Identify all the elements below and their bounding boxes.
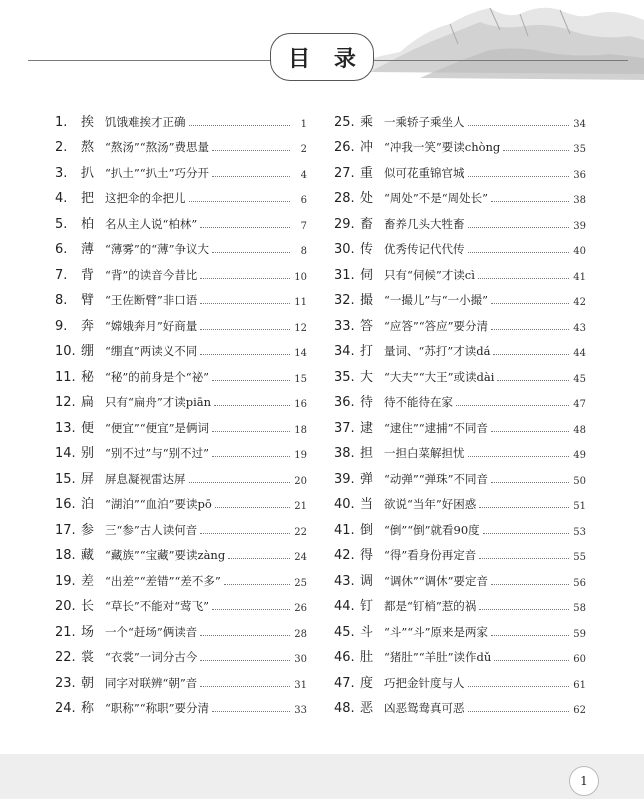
entry-page-number: 49 — [573, 450, 586, 461]
entry-character: 重 — [360, 165, 374, 181]
toc-entry[interactable] — [334, 257, 586, 283]
entry-number: 8. — [55, 293, 68, 308]
entry-character: 差 — [81, 573, 95, 589]
toc-entry[interactable] — [55, 563, 307, 589]
entry-number: 48. — [334, 701, 355, 716]
entry-description: “衣裳”一词分古今 — [105, 650, 198, 664]
dot-leader — [189, 125, 291, 126]
entry-character: 柏 — [81, 216, 95, 232]
entry-character: 处 — [360, 191, 374, 206]
entry-number: 34. — [334, 344, 355, 359]
entry-page-number: 59 — [573, 628, 586, 640]
entry-description: “大夫”“大王”或读dài — [384, 369, 495, 384]
dot-leader — [468, 686, 570, 687]
entry-page-number: 48 — [573, 424, 586, 436]
toc-entry[interactable] — [55, 104, 307, 130]
entry-character: 调 — [360, 573, 374, 589]
entry-number: 28. — [334, 191, 355, 206]
entry-description: 饥饿难挨才正确 — [105, 114, 186, 129]
entry-number: 36. — [334, 395, 355, 410]
dot-leader — [478, 278, 569, 279]
entry-character: 待 — [360, 395, 374, 410]
entry-page-number: 1 — [300, 118, 307, 130]
entry-page-number: 60 — [573, 654, 586, 665]
toc-entry[interactable] — [334, 155, 586, 181]
toc-entry[interactable] — [55, 155, 307, 181]
toc-entry[interactable] — [334, 640, 586, 666]
entry-description: 一乘轿子乘坐人 — [384, 114, 465, 129]
entry-character: 朝 — [81, 675, 95, 691]
entry-description: “扒土”“扒土”巧分开 — [105, 165, 210, 180]
entry-description: “王佐断臂”非口语 — [105, 293, 198, 307]
entry-number: 2. — [55, 140, 68, 155]
entry-character: 绷 — [81, 344, 95, 359]
entry-character: 斗 — [360, 624, 374, 640]
entry-description: “绷直”两读义不同 — [105, 344, 198, 358]
entry-character: 长 — [81, 599, 95, 614]
entry-character: 别 — [81, 446, 95, 461]
entry-character: 钉 — [360, 599, 374, 614]
entry-character: 大 — [360, 369, 374, 385]
entry-description: “出差”“差错”“差不多” — [105, 573, 221, 588]
dot-leader — [483, 533, 569, 534]
entry-character: 传 — [360, 242, 374, 257]
entry-number: 24. — [55, 701, 76, 716]
entry-number: 5. — [55, 216, 68, 232]
dot-leader — [479, 609, 569, 610]
entry-number: 39. — [334, 471, 355, 487]
toc-entry[interactable] — [55, 130, 307, 156]
entry-number: 22. — [55, 650, 76, 665]
dot-leader — [456, 405, 569, 406]
dot-leader — [200, 278, 290, 279]
toc-entry[interactable] — [334, 308, 586, 334]
entry-description: 待不能待在家 — [384, 395, 453, 409]
toc-entry[interactable] — [334, 487, 586, 513]
dot-leader — [468, 176, 570, 177]
dot-leader — [493, 354, 569, 355]
entry-number: 4. — [55, 191, 68, 206]
entry-description: “得”看身份再定音 — [384, 548, 477, 562]
toc-entry[interactable] — [334, 538, 586, 564]
entry-number: 40. — [334, 497, 355, 512]
dot-leader — [212, 711, 290, 712]
entry-page-number: 31 — [294, 679, 307, 691]
entry-number: 1. — [55, 114, 68, 130]
entry-character: 秘 — [81, 369, 95, 385]
entry-character: 撮 — [360, 293, 374, 308]
dot-leader — [212, 609, 290, 610]
toc-entry[interactable] — [55, 334, 307, 360]
entry-page-number: 47 — [573, 399, 586, 410]
entry-number: 47. — [334, 675, 355, 691]
dot-leader — [503, 150, 569, 151]
entry-description: 巧把金针度与人 — [384, 675, 465, 690]
dot-leader — [491, 303, 569, 304]
toc-entry[interactable] — [334, 181, 586, 207]
toc-entry[interactable] — [334, 232, 586, 258]
dot-leader — [200, 354, 290, 355]
entry-number: 43. — [334, 573, 355, 589]
entry-page-number: 42 — [573, 297, 586, 308]
toc-entry[interactable] — [334, 461, 586, 487]
toc-entry[interactable] — [334, 589, 586, 615]
entry-page-number: 51 — [573, 501, 586, 512]
dot-leader — [491, 201, 569, 202]
toc-right-column — [334, 104, 586, 716]
entry-description: 三“参”古人读何音 — [105, 522, 198, 537]
entry-description: “薄雾”的“薄”争议大 — [105, 242, 210, 256]
dot-leader — [200, 227, 290, 228]
entry-description: 量词、“苏打”才读dá — [384, 344, 491, 358]
toc-entry[interactable] — [55, 538, 307, 564]
entry-description: 名从主人说“柏林” — [105, 216, 198, 231]
toc-entry[interactable] — [55, 691, 307, 717]
entry-character: 泊 — [81, 497, 95, 512]
entry-character: 裳 — [81, 650, 95, 665]
entry-number: 33. — [334, 318, 355, 334]
entry-number: 32. — [334, 293, 355, 308]
page-number-badge: 1 — [569, 766, 599, 796]
entry-page-number: 14 — [294, 348, 307, 359]
toc-entry[interactable] — [334, 206, 586, 232]
entry-description: 优秀传记代代传 — [384, 242, 465, 256]
entry-description: 同字对联辨“朝”音 — [105, 675, 198, 690]
entry-description: “周处”不是“周处长” — [384, 191, 489, 205]
entry-number: 46. — [334, 650, 355, 665]
entry-number: 23. — [55, 675, 76, 691]
entry-description: “一撮儿”与“一小撮” — [384, 293, 489, 307]
dot-leader — [228, 558, 290, 559]
dot-leader — [189, 482, 291, 483]
dot-leader — [468, 227, 570, 228]
entry-page-number: 22 — [294, 526, 307, 538]
entry-character: 参 — [81, 522, 95, 538]
entry-description: “便宜”“便宜”是俩词 — [105, 420, 210, 435]
entry-number: 17. — [55, 522, 76, 538]
dot-leader — [212, 431, 290, 432]
toc-entry[interactable] — [55, 283, 307, 309]
entry-description: “动弹”“弹珠”不同音 — [384, 471, 489, 486]
dot-leader — [491, 635, 569, 636]
entry-character: 恶 — [360, 701, 374, 716]
entry-page-number: 40 — [573, 246, 586, 257]
entry-page-number: 33 — [294, 705, 307, 716]
toc-entry[interactable] — [55, 487, 307, 513]
entry-description: 只有“扁舟”才读piān — [105, 395, 212, 409]
entry-character: 得 — [360, 548, 374, 563]
entry-page-number: 34 — [573, 118, 586, 130]
entry-character: 扒 — [81, 165, 95, 181]
entry-description: “倒”“倒”就看90度 — [384, 522, 480, 537]
entry-page-number: 61 — [573, 679, 586, 691]
page-title: 目 录 — [288, 45, 364, 72]
entry-number: 42. — [334, 548, 355, 563]
entry-character: 藏 — [81, 548, 95, 563]
entry-page-number: 8 — [300, 246, 307, 257]
toc-entry[interactable] — [334, 691, 586, 717]
entry-page-number: 56 — [573, 577, 586, 589]
entry-number: 10. — [55, 344, 76, 359]
toc-entry[interactable] — [55, 257, 307, 283]
entry-description: 这把伞的伞把儿 — [105, 191, 186, 205]
dot-leader — [212, 252, 290, 253]
entry-description: “应答”“答应”要分清 — [384, 318, 489, 333]
entry-description: “熬汤”“熬汤”费思量 — [105, 140, 210, 154]
dot-leader — [468, 711, 570, 712]
entry-character: 场 — [81, 624, 95, 640]
entry-character: 逮 — [360, 420, 374, 436]
entry-character: 冲 — [360, 140, 374, 155]
entry-description: “冲我一笑”要读chòng — [384, 140, 501, 154]
dot-leader — [494, 660, 569, 661]
entry-number: 38. — [334, 446, 355, 461]
entry-number: 20. — [55, 599, 76, 614]
entry-description: “逮住”“逮捕”不同音 — [384, 420, 489, 435]
entry-number: 35. — [334, 369, 355, 385]
footer-band — [0, 754, 644, 799]
dot-leader — [212, 380, 290, 381]
entry-number: 14. — [55, 446, 76, 461]
entry-page-number: 62 — [573, 705, 586, 716]
entry-character: 弹 — [360, 471, 374, 487]
entry-page-number: 21 — [294, 501, 307, 512]
entry-number: 25. — [334, 114, 355, 130]
entry-number: 30. — [334, 242, 355, 257]
entry-character: 扁 — [81, 395, 95, 410]
entry-description: 都是“钉梢”惹的祸 — [384, 599, 477, 613]
entry-page-number: 45 — [573, 373, 586, 385]
toc-entry[interactable] — [55, 512, 307, 538]
entry-page-number: 26 — [294, 603, 307, 614]
toc-entry[interactable] — [55, 359, 307, 385]
entry-character: 担 — [360, 446, 374, 461]
entry-number: 31. — [334, 267, 355, 283]
entry-character: 度 — [360, 675, 374, 691]
toc-entry[interactable] — [334, 130, 586, 156]
toc-entry[interactable] — [334, 512, 586, 538]
entry-page-number: 38 — [573, 195, 586, 206]
dot-leader — [491, 329, 569, 330]
entry-number: 7. — [55, 267, 68, 283]
entry-character: 倒 — [360, 522, 374, 538]
toc-entry[interactable] — [55, 410, 307, 436]
dot-leader — [200, 660, 290, 661]
toc-entry[interactable] — [334, 359, 586, 385]
entry-number: 15. — [55, 471, 76, 487]
entry-page-number: 55 — [573, 552, 586, 563]
toc-entry[interactable] — [55, 181, 307, 207]
entry-character: 挨 — [81, 114, 95, 130]
entry-page-number: 18 — [294, 424, 307, 436]
dot-leader — [224, 584, 290, 585]
entry-page-number: 11 — [294, 297, 307, 308]
entry-character: 薄 — [81, 242, 95, 257]
dot-leader — [189, 201, 291, 202]
dot-leader — [212, 176, 290, 177]
toc-entry[interactable] — [55, 385, 307, 411]
entry-number: 37. — [334, 420, 355, 436]
toc-entry[interactable] — [55, 614, 307, 640]
entry-number: 11. — [55, 369, 76, 385]
entry-page-number: 6 — [300, 195, 307, 206]
entry-description: 一个“赶场”俩读音 — [105, 624, 198, 639]
entry-page-number: 4 — [300, 169, 307, 181]
entry-description: 屏息凝视雷达屏 — [105, 471, 186, 486]
dot-leader — [491, 482, 569, 483]
dot-leader — [468, 252, 570, 253]
entry-page-number: 35 — [573, 144, 586, 155]
title-box — [270, 33, 374, 81]
entry-page-number: 39 — [573, 220, 586, 232]
title-area — [0, 30, 644, 70]
toc-entry[interactable] — [55, 461, 307, 487]
entry-description: 凶恶鸳鸯真可恶 — [384, 701, 465, 715]
entry-page-number: 7 — [300, 220, 307, 232]
entry-character: 称 — [81, 701, 95, 716]
toc-entry[interactable] — [334, 436, 586, 462]
entry-page-number: 19 — [294, 450, 307, 461]
entry-character: 伺 — [360, 267, 374, 283]
entry-number: 3. — [55, 165, 68, 181]
entry-description: “嫦娥奔月”好商量 — [105, 318, 198, 333]
dot-leader — [200, 303, 290, 304]
entry-page-number: 15 — [294, 373, 307, 385]
entry-number: 45. — [334, 624, 355, 640]
dot-leader — [497, 380, 569, 381]
toc-entry[interactable] — [334, 665, 586, 691]
entry-description: 畜养几头大牲畜 — [384, 216, 465, 231]
entry-page-number: 20 — [294, 475, 307, 487]
dot-leader — [214, 405, 290, 406]
dot-leader — [200, 533, 290, 534]
entry-character: 臂 — [81, 293, 95, 308]
entry-character: 奔 — [81, 318, 95, 334]
entry-description: “猪肚”“羊肚”读作dǔ — [384, 650, 492, 664]
entry-description: “别不过”与“别不过” — [105, 446, 210, 460]
toc-entry[interactable] — [55, 589, 307, 615]
entry-page-number: 53 — [573, 526, 586, 538]
entry-description: “湖泊”“血泊”要读pō — [105, 497, 212, 511]
entry-page-number: 28 — [294, 628, 307, 640]
entry-number: 6. — [55, 242, 68, 257]
dot-leader — [212, 456, 290, 457]
entry-description: “职称”“称职”要分清 — [105, 701, 210, 715]
entry-character: 当 — [360, 497, 374, 512]
entry-character: 把 — [81, 191, 95, 206]
entry-number: 27. — [334, 165, 355, 181]
toc-entry[interactable] — [55, 640, 307, 666]
entry-number: 18. — [55, 548, 76, 563]
entry-description: “草长”不能对“莺飞” — [105, 599, 210, 613]
entry-description: “斗”“斗”原来是两家 — [384, 624, 489, 639]
entry-description: 似可花重锦官城 — [384, 165, 465, 180]
entry-number: 19. — [55, 573, 76, 589]
entry-character: 乘 — [360, 114, 374, 130]
toc-entry[interactable] — [334, 563, 586, 589]
entry-page-number: 30 — [294, 654, 307, 665]
dot-leader — [200, 635, 290, 636]
entry-page-number: 16 — [294, 399, 307, 410]
toc-entry[interactable] — [334, 614, 586, 640]
entry-description: “藏族”“宝藏”要读zàng — [105, 548, 226, 562]
dot-leader — [468, 456, 570, 457]
entry-character: 屏 — [81, 471, 95, 487]
entry-page-number: 25 — [294, 577, 307, 589]
entry-character: 便 — [81, 420, 95, 436]
entry-description: “背”的读音今昔比 — [105, 267, 198, 282]
toc-entry[interactable] — [334, 385, 586, 411]
dot-leader — [468, 125, 570, 126]
toc-entry[interactable] — [55, 232, 307, 258]
entry-number: 21. — [55, 624, 76, 640]
entry-character: 打 — [360, 344, 374, 359]
entry-character: 畜 — [360, 216, 374, 232]
entry-page-number: 36 — [573, 169, 586, 181]
entry-number: 12. — [55, 395, 76, 410]
entry-description: 欲说“当年”好困惑 — [384, 497, 477, 511]
toc-entry[interactable] — [334, 283, 586, 309]
entry-character: 背 — [81, 267, 95, 283]
entry-page-number: 2 — [300, 144, 307, 155]
entry-page-number: 24 — [294, 552, 307, 563]
entry-description: “调休”“调休”要定音 — [384, 573, 489, 588]
entry-description: 只有“伺候”才读cì — [384, 267, 475, 282]
entry-page-number: 44 — [573, 348, 586, 359]
entry-number: 41. — [334, 522, 355, 538]
dot-leader — [212, 150, 290, 151]
toc-entry[interactable] — [334, 410, 586, 436]
entry-character: 肚 — [360, 650, 374, 665]
entry-page-number: 10 — [294, 271, 307, 283]
entry-page-number: 41 — [573, 271, 586, 283]
dot-leader — [200, 329, 290, 330]
toc-entry[interactable] — [55, 665, 307, 691]
toc-entry[interactable] — [55, 206, 307, 232]
entry-number: 16. — [55, 497, 76, 512]
entry-page-number: 12 — [294, 322, 307, 334]
entry-number: 44. — [334, 599, 355, 614]
toc-left-column — [55, 104, 307, 716]
entry-character: 熬 — [81, 140, 95, 155]
toc-entry[interactable] — [55, 308, 307, 334]
entry-description: “秘”的前身是个“祕” — [105, 369, 210, 384]
dot-leader — [479, 558, 569, 559]
dot-leader — [491, 431, 569, 432]
entry-number: 13. — [55, 420, 76, 436]
entry-page-number: 43 — [573, 322, 586, 334]
entry-page-number: 50 — [573, 475, 586, 487]
entry-description: 一担白菜解担忧 — [384, 446, 465, 460]
entry-character: 答 — [360, 318, 374, 334]
dot-leader — [491, 584, 569, 585]
entry-number: 29. — [334, 216, 355, 232]
toc-entry[interactable] — [334, 334, 586, 360]
dot-leader — [215, 507, 290, 508]
dot-leader — [479, 507, 569, 508]
entry-number: 9. — [55, 318, 68, 334]
toc-entry[interactable] — [55, 436, 307, 462]
dot-leader — [200, 686, 290, 687]
toc-entry[interactable] — [334, 104, 586, 130]
entry-page-number: 58 — [573, 603, 586, 614]
entry-number: 26. — [334, 140, 355, 155]
